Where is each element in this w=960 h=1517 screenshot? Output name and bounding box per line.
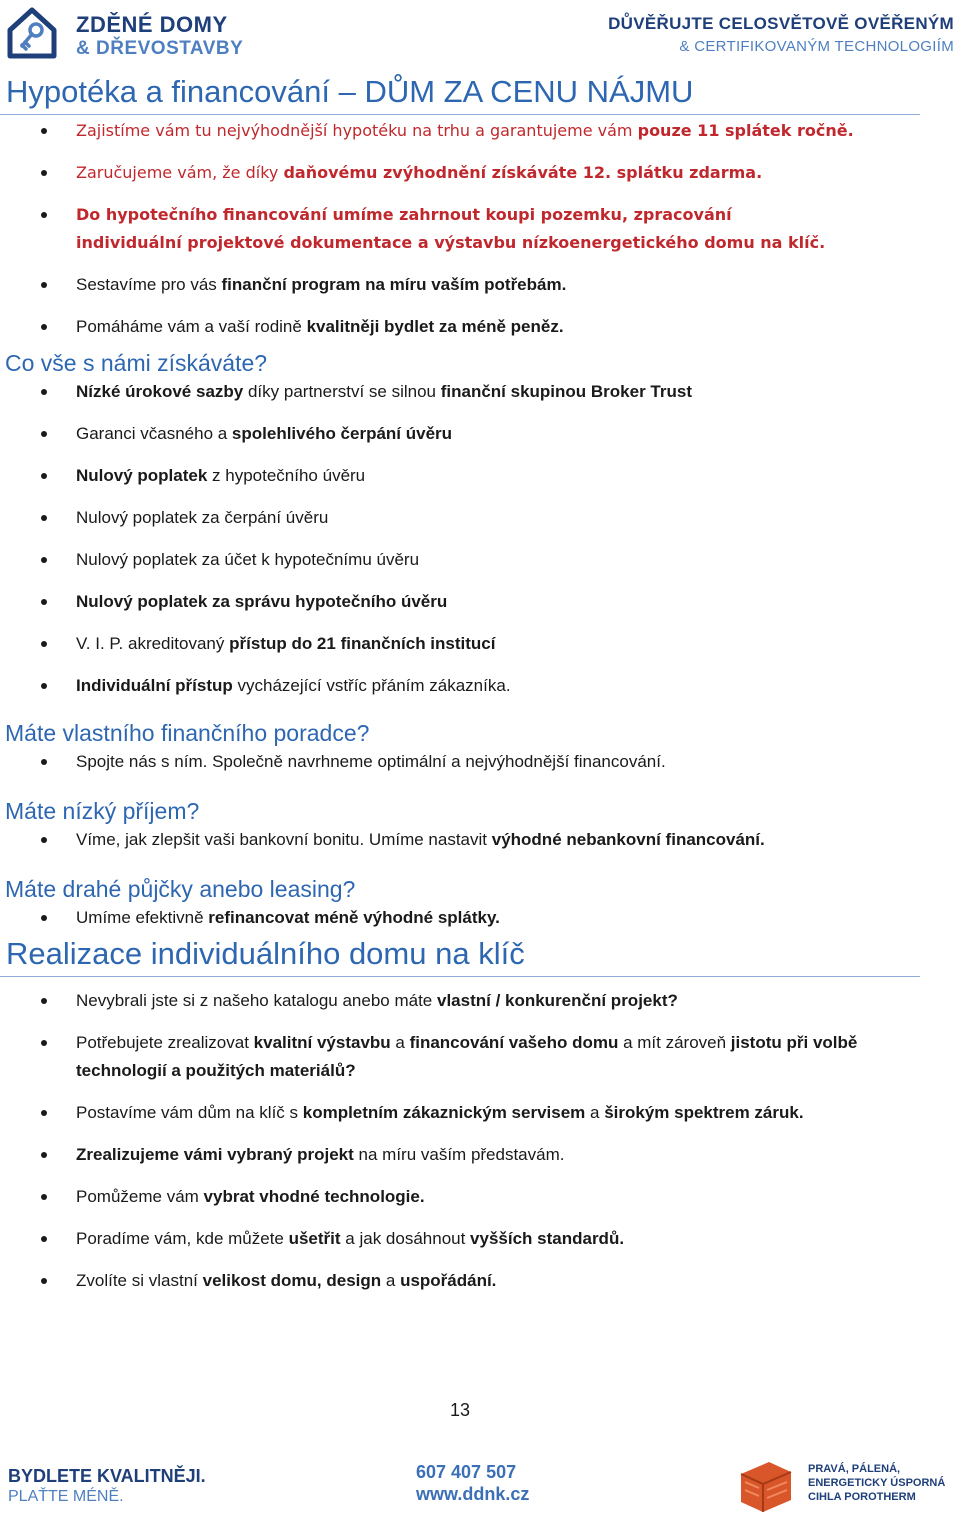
bold-text: finanční program na míru vaším potřebám. (221, 275, 567, 294)
heading-own-advisor: Máte vlastního finančního poradce? (5, 720, 370, 746)
footer-porotherm (808, 1462, 945, 1504)
list-item (0, 1183, 960, 1211)
list-item (0, 748, 960, 776)
brick-icon (735, 1456, 795, 1514)
footer-porotherm-line3: CIHLA POROTHERM (808, 1491, 916, 1503)
list-item (0, 201, 836, 257)
bold-text: daňovému zvýhodnění získáváte 12. splátku zdarma. (283, 163, 763, 182)
text: vycházející vstříc přáním zákazníka. (232, 676, 511, 695)
list-item (0, 1267, 960, 1295)
bold-text: ušetřit (288, 1229, 341, 1248)
heading-loans: Máte drahé půjčky anebo leasing? (5, 876, 356, 902)
text: a (381, 1271, 401, 1290)
text: Zaručujeme vám, že díky (76, 163, 284, 182)
list-item (0, 987, 960, 1015)
list-item (0, 1029, 896, 1085)
header-tagline-sub: & CERTIFIKOVANÝM TECHNOLOGIÍM (679, 38, 954, 55)
heading-turnkey: Realizace individuálního domu na klíč (0, 932, 920, 977)
text: a mít zároveň (618, 1033, 731, 1052)
bold-text: refinancovat méně výhodné splátky. (208, 908, 500, 927)
footer-slogan: BYDLETE KVALITNĚJI. (8, 1466, 206, 1486)
bold-text: Nulový poplatek (76, 466, 208, 485)
header-tagline: DŮVĚŘUJTE CELOSVĚTOVĚ OVĚŘENÝM (608, 14, 954, 33)
list-item (0, 117, 960, 145)
text: Pomáháme vám a vaší rodině (76, 317, 307, 336)
text: Spojte nás s ním. Společně navrhneme optimální a nejvýhodnější financování. (76, 752, 666, 771)
bold-text: přístup do 21 finančních institucí (229, 634, 496, 653)
list-item (0, 1225, 960, 1253)
text: Víme, jak zlepšit vaši bankovní bonitu. Umíme nastavit (76, 830, 492, 849)
list-item (0, 630, 960, 658)
brand-subname: & DŘEVOSTAVBY (76, 38, 244, 59)
page-header (0, 0, 960, 70)
footer-porotherm-line1: PRAVÁ, PÁLENÁ, (808, 1463, 901, 1475)
list-item (0, 1099, 960, 1127)
text: Zvolíte si vlastní (76, 1271, 203, 1290)
bold-text: Nulový poplatek za správu hypotečního úvěru (76, 592, 448, 611)
footer-website-link[interactable]: www.ddnk.cz (416, 1484, 530, 1504)
bold-text: vlastní / konkurenční projekt? (436, 991, 678, 1010)
text: díky partnerství se silnou (243, 382, 441, 401)
bold-text: kompletním zákaznickým servisem (302, 1103, 586, 1122)
page-footer (0, 1450, 960, 1517)
list-item (0, 504, 960, 532)
text: a (390, 1033, 410, 1052)
list-item (0, 271, 960, 299)
list-item (0, 546, 960, 574)
text: Nevybrali jste si z našeho katalogu anebo máte (76, 991, 437, 1010)
bold-text: velikost domu, design (202, 1271, 382, 1290)
house-key-logo-icon (6, 4, 58, 60)
heading-mortgage: Hypotéka a financování – DŮM ZA CENU NÁJMU (0, 70, 920, 115)
list-low-income (0, 826, 960, 854)
list-mortgage (0, 117, 960, 341)
list-item (0, 462, 960, 490)
list-own-advisor (0, 748, 960, 776)
footer-phone[interactable]: 607 407 507 (416, 1462, 517, 1482)
bold-text: Individuální přístup (76, 676, 233, 695)
bold-text: Zrealizujeme vámi vybraný projekt (76, 1145, 354, 1164)
text: a jak dosáhnout (340, 1229, 471, 1248)
text: a (585, 1103, 605, 1122)
list-item (0, 1141, 960, 1169)
footer-slogan-sub: PLAŤTE MÉNĚ. (8, 1488, 124, 1505)
list-item (0, 826, 960, 854)
text: Poradíme vám, kde můžete (76, 1229, 289, 1248)
list-loans (0, 904, 960, 932)
bold-text: kvalitní výstavbu (253, 1033, 391, 1052)
list-item (0, 904, 960, 932)
bold-text: spolehlivého čerpání úvěru (231, 424, 453, 443)
text: Umíme efektivně (76, 908, 209, 927)
bold-text: finanční skupinou Broker Trust (440, 382, 692, 401)
bold-text: financování vašeho domu (409, 1033, 619, 1052)
text: Postavíme vám dům na klíč s (76, 1103, 303, 1122)
list-item (0, 378, 960, 406)
bold-text: Do hypotečního financování umíme zahrnout koupi pozemku, zpracování individuální projektové dokumentace a výstavbu nízkoenergetického domu na klíč. (76, 205, 826, 252)
text: na míru vaším představám. (353, 1145, 565, 1164)
bold-text: uspořádání. (400, 1271, 497, 1290)
text: Nulový poplatek za čerpání úvěru (76, 508, 329, 527)
text: Sestavíme pro vás (76, 275, 222, 294)
list-item (0, 672, 960, 700)
list-item (0, 159, 960, 187)
text: V. I. P. akreditovaný (76, 634, 230, 653)
bold-text: Nízké úrokové sazby (76, 382, 244, 401)
bold-text: širokým spektrem záruk. (604, 1103, 804, 1122)
list-what-you-get (0, 378, 960, 700)
list-item (0, 588, 960, 616)
bold-text: pouze 11 splátek ročně. (637, 121, 854, 140)
heading-low-income: Máte nízký příjem? (5, 798, 200, 824)
text: Nulový poplatek za účet k hypotečnímu úvěru (76, 550, 420, 569)
bold-text: výhodné nebankovní financování. (491, 830, 765, 849)
text: z hypotečního úvěru (207, 466, 366, 485)
bold-text: kvalitněji bydlet za méně peněz. (306, 317, 564, 336)
text: Zajistíme vám tu nejvýhodnější hypotéku na trhu a garantujeme vám (76, 121, 638, 140)
heading-what-you-get: Co vše s námi získáváte? (5, 350, 268, 376)
text: Garanci včasného a (76, 424, 232, 443)
text: Potřebujete zrealizovat (76, 1033, 254, 1052)
list-item (0, 420, 960, 448)
page-number: 13 (449, 1400, 471, 1420)
text: Pomůžeme vám (76, 1187, 204, 1206)
list-item (0, 313, 960, 341)
bold-text: vyšších standardů. (470, 1229, 625, 1248)
document-body (0, 70, 960, 1295)
list-turnkey (0, 987, 960, 1295)
bold-text: jistotu při volbě technologií a použitých materiálů? (76, 1033, 858, 1080)
bold-text: vybrat vhodné technologie. (203, 1187, 425, 1206)
brand-name: ZDĚNÉ DOMY (76, 12, 228, 37)
footer-porotherm-line2: ENERGETICKY ÚSPORNÁ (808, 1477, 946, 1489)
